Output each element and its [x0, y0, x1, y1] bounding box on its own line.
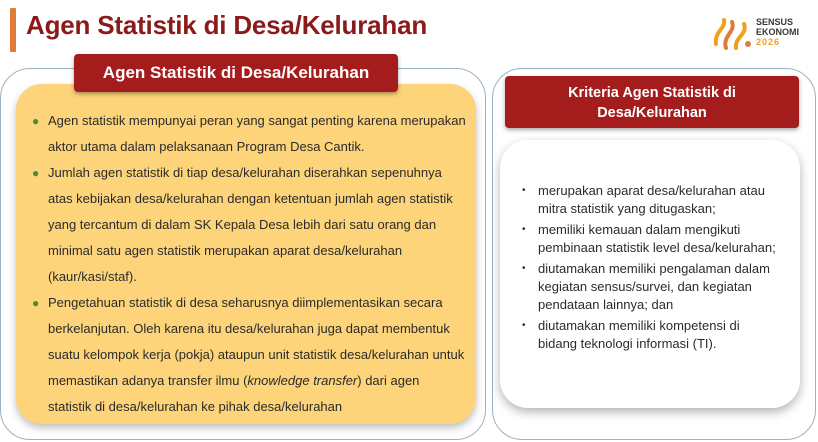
right-header-line-1: Kriteria Agen Statistik di [568, 85, 736, 101]
bullet-icon: • [522, 320, 526, 331]
bullet-icon: • [522, 224, 526, 235]
list-item [520, 221, 782, 257]
list-item-text: Jumlah agen statistik di tiap desa/kelurahan diserahkan sepenuhnya atas kebijakan desa/kelurahan dengan ketentuan jumlah agen statistik yang tercantum di dalam SK Kepala Desa lebih dari satu orang dan minimal satu agen statistik merupakan aparat desa/kelurahan (kaur/kasi/staf). [48, 165, 453, 284]
list-item-text-after: ) dari agen statistik di desa/kelurahan ke pihak desa/kelurahan [48, 373, 420, 414]
right-panel-header [505, 76, 799, 128]
list-item [520, 182, 782, 218]
logo-line-2: EKONOMI [756, 27, 800, 37]
bullet-icon: ● [32, 166, 40, 180]
logo-line-1: SENSUS [756, 17, 794, 27]
bullet-icon: • [522, 185, 526, 196]
right-bullet-list [520, 182, 782, 356]
list-item [32, 108, 466, 160]
logo-line-3: 2026 [756, 37, 781, 47]
list-item [520, 317, 782, 353]
list-item [32, 160, 466, 290]
list-item-text-before: Pengetahuan statistik di desa seharusnya diimplementasikan secara berkelanjutan. Oleh karena itu desa/kelurahan juga dapat membentuk suatu kelompok kerja (pokja) ataupun unit statistik desa/kelurahan untuk memastikan adanya transfer ilmu ( [48, 295, 465, 388]
right-header-line-2: Desa/Kelurahan [597, 105, 707, 121]
title-accent-bar [10, 8, 16, 52]
list-item-text: diutamakan memiliki pengalaman dalam kegiatan sensus/survei, dan kegiatan pendataan lainnya; dan [538, 261, 770, 312]
list-item [520, 260, 782, 314]
logo-text [756, 17, 799, 47]
bullet-icon: ● [32, 296, 40, 310]
list-item-text: Agen statistik mempunyai peran yang sangat penting karena merupakan aktor utama dalam pelaksanaan Program Desa Cantik. [48, 113, 466, 154]
list-item [32, 290, 466, 420]
bullet-icon: ● [32, 114, 40, 128]
list-item-text-italic: knowledge transfer [247, 373, 358, 388]
list-item-text: diutamakan memiliki kompetensi di bidang teknologi informasi (TI). [538, 318, 740, 351]
bullet-icon: • [522, 263, 526, 274]
sensus-logo-icon [712, 14, 754, 54]
page-title: Agen Statistik di Desa/Kelurahan [26, 10, 428, 40]
list-item-text: memiliki kemauan dalam mengikuti pembinaan statistik level desa/kelurahan; [538, 222, 776, 255]
list-item-text: merupakan aparat desa/kelurahan atau mitra statistik yang ditugaskan; [538, 183, 765, 216]
left-bullet-list [32, 108, 466, 420]
sensus-ekonomi-logo [712, 14, 808, 54]
left-panel-header: Agen Statistik di Desa/Kelurahan [74, 54, 398, 92]
